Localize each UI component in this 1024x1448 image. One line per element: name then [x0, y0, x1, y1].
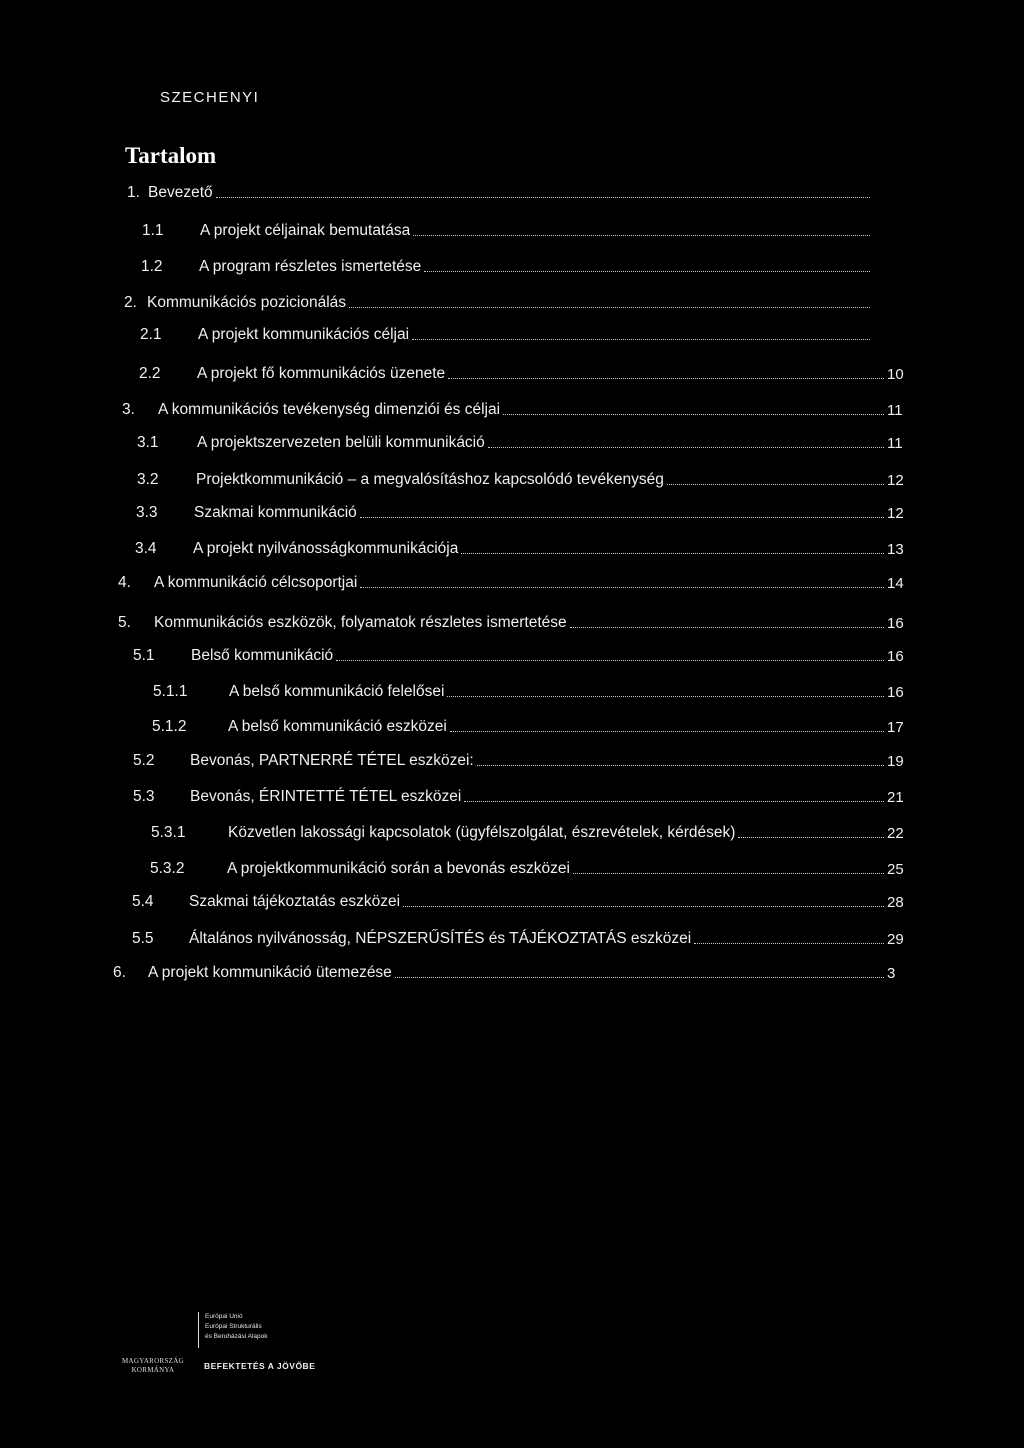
toc-entry-page: 28	[887, 894, 904, 911]
toc-entry-number: 5.1.1	[153, 683, 188, 700]
toc-entry-number: 5.3.2	[150, 860, 185, 877]
toc-entry-title: Közvetlen lakossági kapcsolatok (ügyfélszolgálat, észrevételek, kérdések)	[228, 824, 736, 841]
toc-entry-page: 17	[887, 719, 904, 736]
toc-entry-number: 3.2	[137, 471, 159, 488]
eu-line-1: Európai Unió	[205, 1313, 243, 1320]
toc-entry-number: 3.1	[137, 434, 159, 451]
toc-entry-page: 25	[887, 861, 904, 878]
toc-leader-dots	[464, 801, 884, 802]
toc-entry-1-1[interactable]	[142, 218, 895, 240]
toc-entry-page: 11	[887, 435, 903, 452]
toc-entry-title: A projekt nyilvánosságkommunikációja	[193, 540, 459, 557]
toc-entry-page: 21	[887, 789, 904, 806]
toc-entry-6[interactable]	[113, 960, 909, 982]
toc-entry-number: 5.4	[132, 893, 154, 910]
toc-entry-1[interactable]	[127, 180, 895, 202]
toc-entry-title: A projekt céljainak bemutatása	[200, 222, 411, 239]
toc-entry-title: Belső kommunikáció	[191, 647, 334, 664]
toc-entry-title: A belső kommunikáció felelősei	[229, 683, 445, 700]
toc-leader-dots	[694, 943, 884, 944]
toc-leader-dots	[412, 339, 870, 340]
toc-entry-title: Bevonás, PARTNERRÉ TÉTEL eszközei:	[190, 752, 474, 769]
toc-entry-page: 22	[887, 825, 904, 842]
toc-entry-number: 5.2	[133, 752, 155, 769]
toc-entry-number: 5.1	[133, 647, 155, 664]
gov-line-2: KORMÁNYA	[131, 1366, 175, 1374]
toc-leader-dots	[450, 731, 884, 732]
toc-leader-dots	[360, 587, 884, 588]
toc-entry-title: Szakmai kommunikáció	[194, 504, 357, 521]
toc-entry-title: Projektkommunikáció – a megvalósításhoz kapcsolódó tevékenység	[196, 471, 664, 488]
toc-leader-dots	[448, 378, 884, 379]
toc-entry-5-1-1[interactable]	[153, 679, 909, 701]
toc-entry-5-1-2[interactable]	[152, 714, 909, 736]
toc-leader-dots	[477, 765, 884, 766]
toc-entry-5-4[interactable]	[132, 889, 909, 911]
toc-entry-2-1[interactable]	[140, 322, 895, 344]
toc-entry-number: 4.	[118, 574, 131, 591]
toc-entry-title: Kommunikációs pozicionálás	[147, 294, 347, 311]
toc-entry-number: 5.3.1	[151, 824, 186, 841]
toc-entry-3-3[interactable]	[136, 500, 909, 522]
toc-leader-dots	[503, 414, 884, 415]
toc-leader-dots	[424, 271, 870, 272]
toc-entry-number: 3.3	[136, 504, 158, 521]
toc-entry-5-3-1[interactable]	[151, 820, 909, 842]
toc-entry-5-5[interactable]	[132, 926, 909, 948]
toc-entry-title: A projektszervezeten belüli kommunikáció	[197, 434, 485, 451]
toc-leader-dots	[216, 197, 870, 198]
toc-entry-title: A projekt kommunikációs céljai	[198, 326, 410, 343]
toc-leader-dots	[488, 447, 884, 448]
toc-entry-page: 16	[887, 615, 904, 632]
brand-header: SZECHENYI	[160, 89, 260, 106]
toc-leader-dots	[570, 627, 884, 628]
toc-leader-dots	[447, 696, 884, 697]
toc-entry-page: 3	[887, 965, 896, 982]
toc-entry-5-3-2[interactable]	[150, 856, 909, 878]
toc-entry-title: Általános nyilvánosság, NÉPSZERŰSÍTÉS és TÁJÉKOZTATÁS eszközei	[189, 930, 692, 947]
toc-leader-dots	[738, 837, 884, 838]
toc-leader-dots	[413, 235, 870, 236]
toc-entry-page: 19	[887, 753, 904, 770]
toc-entry-number: 5.	[118, 614, 131, 631]
toc-entry-title: Bevezető	[148, 184, 213, 201]
toc-entry-title: A projektkommunikáció során a bevonás eszközei	[227, 860, 570, 877]
toc-entry-5-2[interactable]	[133, 748, 909, 770]
toc-leader-dots	[395, 977, 884, 978]
toc-entry-number: 5.1.2	[152, 718, 187, 735]
toc-entry-number: 1.2	[141, 258, 163, 275]
toc-leader-dots	[360, 517, 884, 518]
toc-entry-number: 2.1	[140, 326, 162, 343]
toc-leader-dots	[349, 307, 870, 308]
toc-entry-1-2[interactable]	[141, 254, 895, 276]
eu-line-2: Európai Strukturális	[205, 1323, 262, 1330]
toc-entry-title: A projekt fő kommunikációs üzenete	[197, 365, 446, 382]
toc-entry-page: 13	[887, 541, 904, 558]
toc-entry-3-1[interactable]	[137, 430, 909, 452]
toc-entry-5[interactable]	[118, 610, 909, 632]
toc-entry-number: 1.	[127, 184, 140, 201]
toc-entry-number: 2.2	[139, 365, 161, 382]
toc-entry-page: 16	[887, 648, 904, 665]
toc-entry-2-2[interactable]	[139, 361, 909, 383]
eu-line-3: és Beruházási Alapok	[205, 1333, 268, 1340]
eu-funds-logo	[198, 1312, 268, 1348]
gov-line-1: MAGYARORSZÁG	[122, 1357, 184, 1365]
hungarian-government-logo	[118, 1357, 188, 1375]
toc-leader-dots	[403, 906, 884, 907]
toc-entry-title: A kommunikációs tevékenység dimenziói és céljai	[158, 401, 501, 418]
toc-entry-page: 29	[887, 931, 904, 948]
toc-entry-page: 16	[887, 684, 904, 701]
toc-entry-title: A belső kommunikáció eszközei	[228, 718, 447, 735]
toc-entry-title: A projekt kommunikáció ütemezése	[148, 964, 392, 981]
toc-entry-page: 14	[887, 575, 904, 592]
toc-entry-2[interactable]	[124, 290, 895, 312]
eu-motto: BEFEKTETÉS A JÖVŐBE	[204, 1361, 316, 1371]
toc-entry-5-1[interactable]	[133, 643, 909, 665]
toc-entry-page: 12	[887, 472, 904, 489]
toc-entry-page: 11	[887, 402, 903, 419]
toc-entry-number: 3.4	[135, 540, 157, 557]
toc-entry-3-2[interactable]	[137, 467, 909, 489]
toc-entry-page: 12	[887, 505, 904, 522]
toc-entry-title: Szakmai tájékoztatás eszközei	[189, 893, 401, 910]
toc-entry-page: 10	[887, 366, 904, 383]
toc-entry-number: 3.	[122, 401, 135, 418]
toc-entry-title: Bevonás, ÉRINTETTÉ TÉTEL eszközei	[190, 788, 462, 805]
toc-leader-dots	[461, 553, 884, 554]
toc-entry-number: 5.5	[132, 930, 154, 947]
toc-leader-dots	[573, 873, 884, 874]
toc-entry-4[interactable]	[118, 570, 909, 592]
toc-leader-dots	[667, 484, 884, 485]
toc-entry-3[interactable]	[122, 397, 909, 419]
toc-entry-number: 5.3	[133, 788, 155, 805]
toc-entry-3-4[interactable]	[135, 536, 909, 558]
toc-entry-5-3[interactable]	[133, 784, 909, 806]
toc-entry-number: 2.	[124, 294, 137, 311]
toc-entry-number: 6.	[113, 964, 126, 981]
toc-title: Tartalom	[125, 143, 217, 168]
toc-entry-title: A kommunikáció célcsoportjai	[154, 574, 358, 591]
toc-entry-title: Kommunikációs eszközök, folyamatok részletes ismertetése	[154, 614, 567, 631]
toc-entry-title: A program részletes ismertetése	[199, 258, 422, 275]
toc-entry-number: 1.1	[142, 222, 164, 239]
toc-leader-dots	[336, 660, 884, 661]
